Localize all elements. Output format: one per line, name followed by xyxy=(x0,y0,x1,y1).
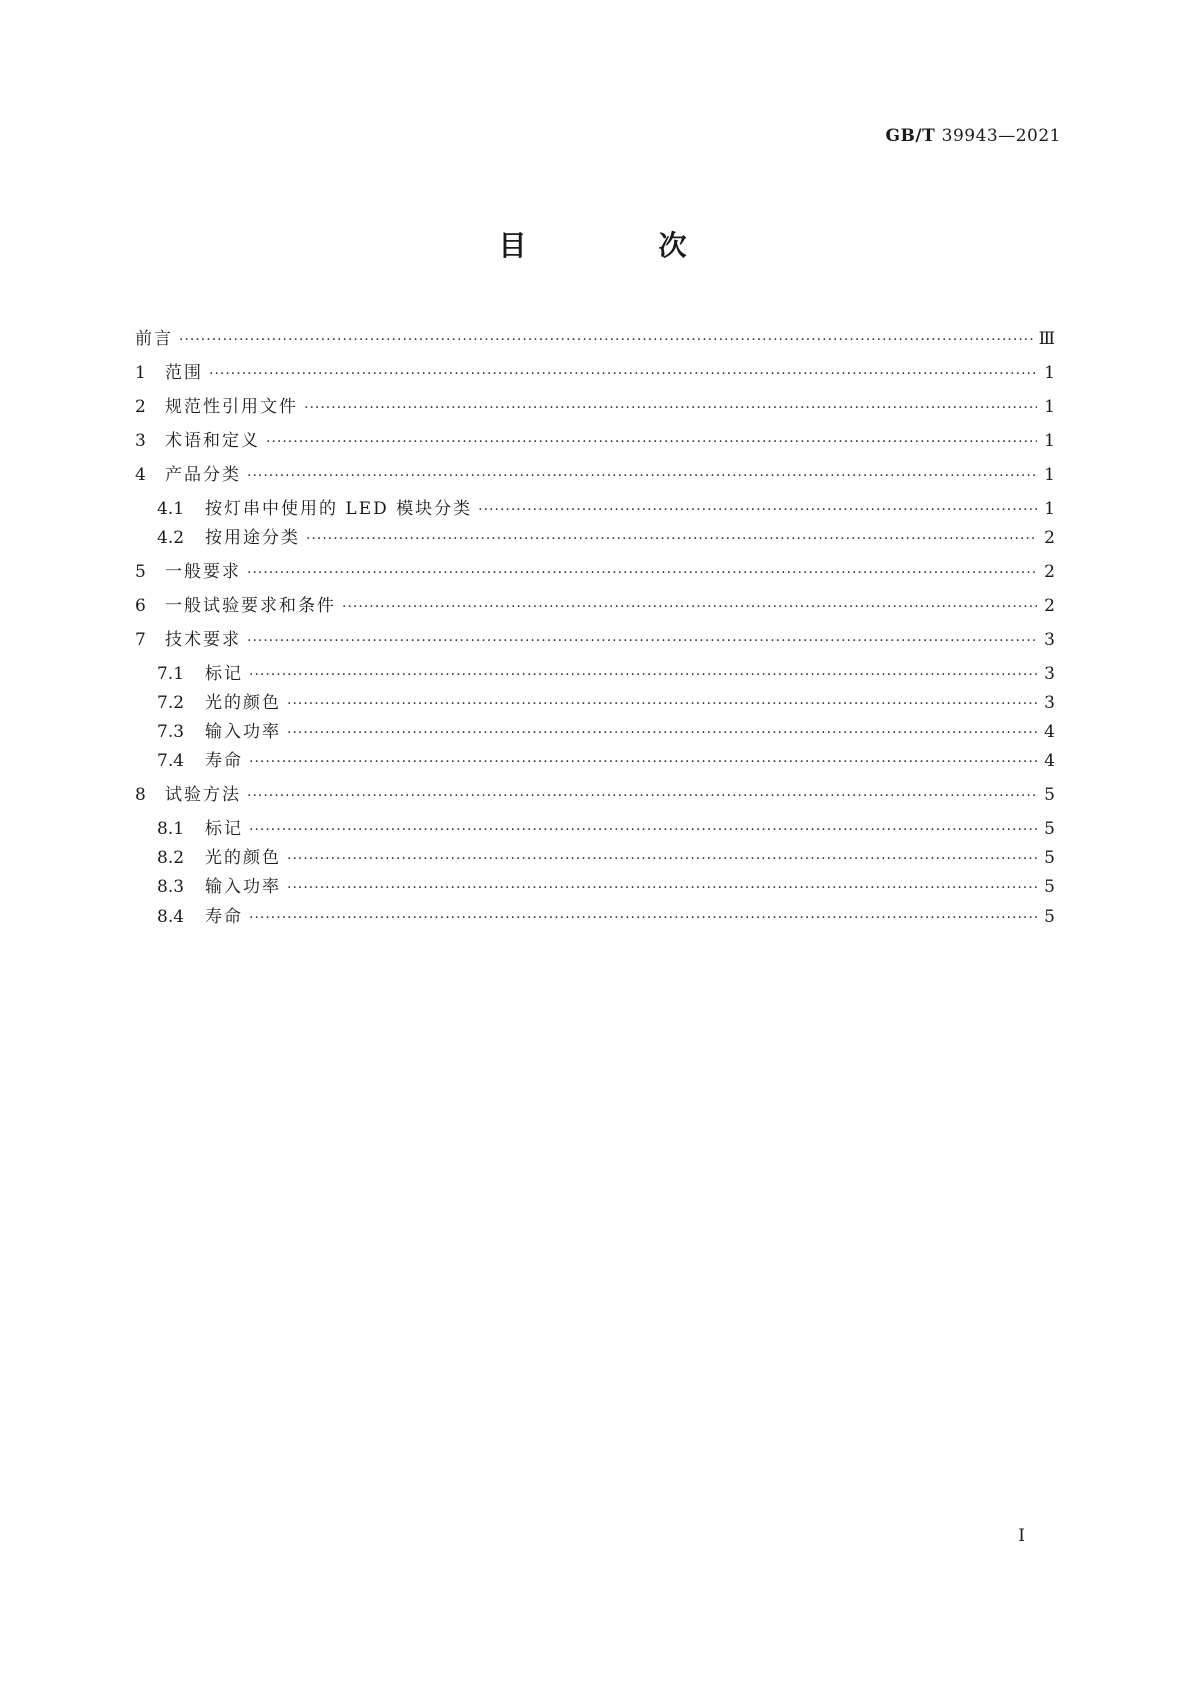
toc-entry-number: 6 xyxy=(135,596,146,616)
toc-entry-label: 试验方法 xyxy=(165,785,241,805)
toc-entry-number: 8.2 xyxy=(157,848,185,868)
toc-entry-page: 2 xyxy=(1044,596,1055,616)
toc-entry[interactable] xyxy=(135,594,1055,618)
toc-entry-page: 5 xyxy=(1044,848,1055,868)
toc-entry-label: 输入功率 xyxy=(205,877,281,897)
toc-entry-page: 3 xyxy=(1044,693,1055,713)
toc-entry-label: 输入功率 xyxy=(205,722,281,742)
page-title: 目 次 xyxy=(498,229,739,262)
toc-entry-page: 5 xyxy=(1044,819,1055,839)
toc-entry-label: 按灯串中使用的 LED 模块分类 xyxy=(205,499,473,519)
toc-leader-dots xyxy=(249,818,1037,842)
toc-entry[interactable] xyxy=(157,691,1055,715)
toc-entry-page: 1 xyxy=(1044,363,1055,383)
toc-entry-label: 标记 xyxy=(205,664,243,684)
toc-entry-label: 规范性引用文件 xyxy=(165,397,298,417)
toc-entry-number: 7.3 xyxy=(157,722,185,742)
toc-leader-dots xyxy=(287,876,1037,900)
standard-code xyxy=(885,126,1061,146)
toc-entry-number: 7.2 xyxy=(157,693,185,713)
toc-entry-page: 1 xyxy=(1044,499,1055,519)
toc-entry[interactable] xyxy=(157,497,1055,521)
toc-leader-dots xyxy=(342,595,1037,619)
toc-entry-page: 1 xyxy=(1044,465,1055,485)
toc-entry[interactable] xyxy=(135,395,1055,419)
toc-leader-dots xyxy=(266,430,1037,454)
standard-code-prefix: GB/T xyxy=(885,126,936,146)
toc-leader-dots xyxy=(179,328,1033,352)
toc-entry[interactable] xyxy=(157,846,1055,870)
toc-leader-dots xyxy=(304,396,1037,420)
toc-entry-page: 2 xyxy=(1044,562,1055,582)
toc-leader-dots xyxy=(287,721,1037,745)
toc-entry[interactable] xyxy=(157,817,1055,841)
toc-entry[interactable] xyxy=(135,628,1055,652)
toc-entry-label: 寿命 xyxy=(205,907,243,927)
toc-entry-label: 寿命 xyxy=(205,751,243,771)
toc-leader-dots xyxy=(247,629,1037,653)
toc-entry-number: 8.4 xyxy=(157,907,185,927)
toc-leader-dots xyxy=(247,561,1037,585)
toc-entry[interactable] xyxy=(135,361,1055,385)
page-number: I xyxy=(1018,1526,1025,1546)
toc-entry-label: 光的颜色 xyxy=(205,693,281,713)
toc-entry[interactable] xyxy=(157,749,1055,773)
toc-leader-dots xyxy=(209,362,1037,386)
toc-entry-number: 7.4 xyxy=(157,751,185,771)
toc-entry-number: 4.1 xyxy=(157,499,185,519)
toc-entry[interactable] xyxy=(135,560,1055,584)
toc-entry-page: 2 xyxy=(1044,528,1055,548)
toc-entry-page: 4 xyxy=(1044,751,1055,771)
toc-entry-number: 8.1 xyxy=(157,819,185,839)
toc-leader-dots xyxy=(247,784,1037,808)
toc-entry-number: 5 xyxy=(135,562,146,582)
toc-entry[interactable] xyxy=(157,526,1055,550)
toc-entry[interactable] xyxy=(157,720,1055,744)
toc-entry-number: 4 xyxy=(135,465,146,485)
toc-entry-page: Ⅲ xyxy=(1038,329,1055,349)
toc-entry-number: 3 xyxy=(135,431,146,451)
toc-entry[interactable] xyxy=(157,875,1055,899)
toc-entry-label: 产品分类 xyxy=(165,465,241,485)
toc-entry-number: 8 xyxy=(135,785,146,805)
toc-entry-page: 1 xyxy=(1044,431,1055,451)
toc-entry-page: 3 xyxy=(1044,664,1055,684)
toc-leader-dots xyxy=(306,527,1037,551)
toc-leader-dots xyxy=(249,750,1037,774)
toc-entry-page: 1 xyxy=(1044,397,1055,417)
toc-entry[interactable] xyxy=(135,429,1055,453)
toc-entry[interactable] xyxy=(135,327,1055,351)
toc-entry-number: 7.1 xyxy=(157,664,185,684)
toc-entry[interactable] xyxy=(157,662,1055,686)
toc-entry-number: 7 xyxy=(135,630,146,650)
toc-leader-dots xyxy=(249,663,1037,687)
toc-entry-page: 3 xyxy=(1044,630,1055,650)
toc-leader-dots xyxy=(287,847,1037,871)
toc-entry-label: 按用途分类 xyxy=(205,528,300,548)
toc-entry-label: 一般要求 xyxy=(165,562,241,582)
toc-entry-page: 5 xyxy=(1044,785,1055,805)
toc-entry-number: 8.3 xyxy=(157,877,185,897)
toc-entry-page: 5 xyxy=(1044,907,1055,927)
toc-entry[interactable] xyxy=(135,463,1055,487)
toc-entry-label: 范围 xyxy=(165,363,203,383)
toc-entry-label: 术语和定义 xyxy=(165,431,260,451)
toc-entry-page: 4 xyxy=(1044,722,1055,742)
toc-entry-label: 技术要求 xyxy=(165,630,241,650)
toc-entry-number: 2 xyxy=(135,397,146,417)
toc-entry-label: 光的颜色 xyxy=(205,848,281,868)
toc-entry[interactable] xyxy=(157,905,1055,929)
toc-entry-number: 4.2 xyxy=(157,528,185,548)
toc-leader-dots xyxy=(249,906,1037,930)
toc-entry-label: 前言 xyxy=(135,329,173,349)
toc-entry[interactable] xyxy=(135,783,1055,807)
toc-leader-dots xyxy=(478,498,1037,522)
toc-leader-dots xyxy=(287,692,1037,716)
toc-entry-label: 标记 xyxy=(205,819,243,839)
toc-leader-dots xyxy=(247,464,1037,488)
toc-entry-page: 5 xyxy=(1044,877,1055,897)
toc-entry-label: 一般试验要求和条件 xyxy=(165,596,336,616)
toc-entry-number: 1 xyxy=(135,363,146,383)
standard-code-number: 39943—2021 xyxy=(941,126,1061,146)
